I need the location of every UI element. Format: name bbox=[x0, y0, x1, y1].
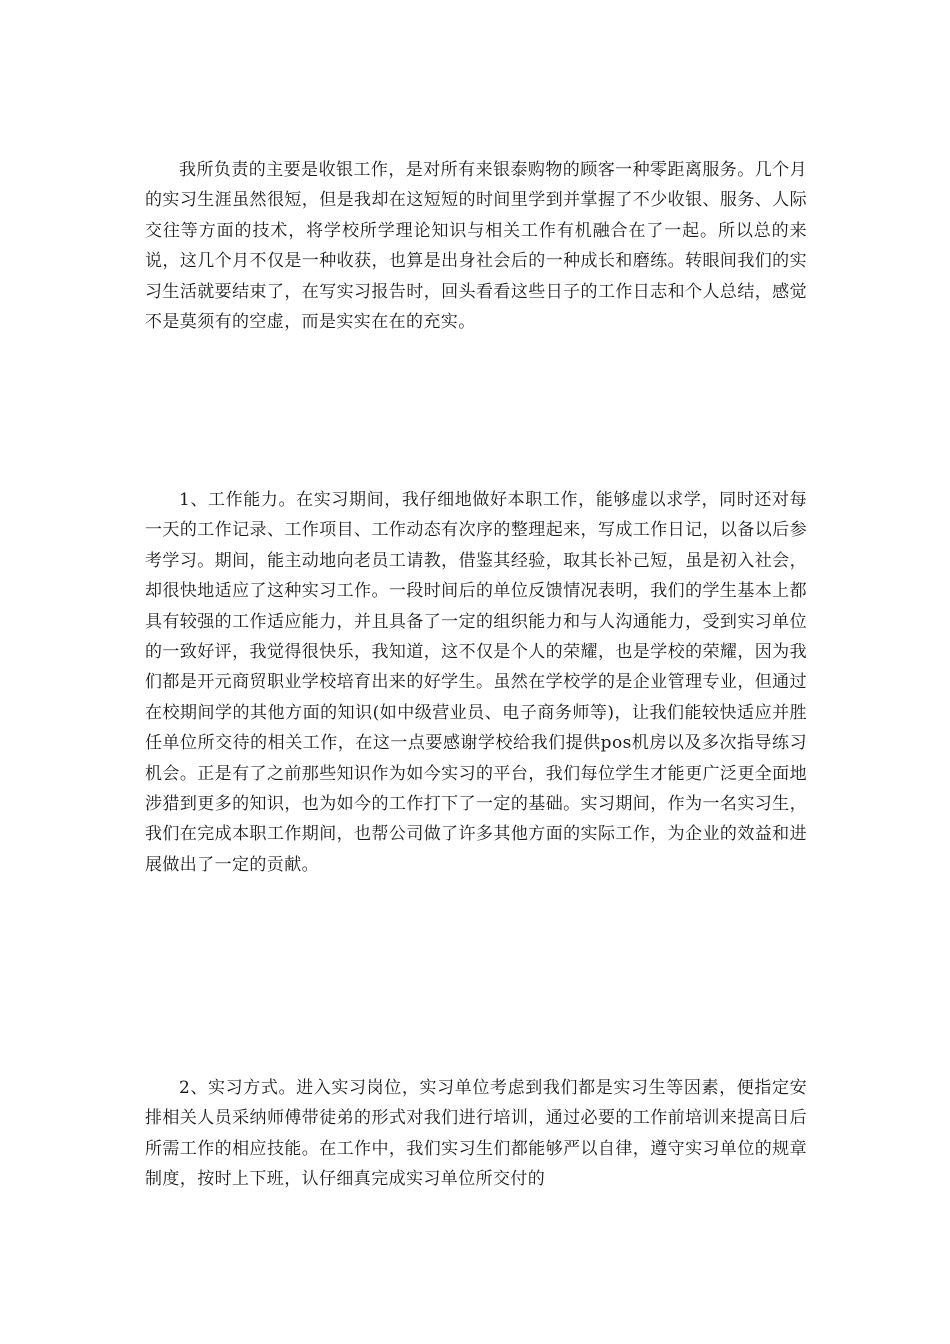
paragraph-summary: 我所负责的主要是收银工作，是对所有来银泰购物的顾客一种零距离服务。几个月的实习生涯虽然很短，但是我却在这短短的时间里学到并掌握了不少收银、服务、人际交往等方面的技术，将学校所学理论知识与相关工作有机融合在了一起。所以总的来说，这几个月不仅是一种收获，也算是出身社会后的一种成长和磨练。转眼间我们的实习生活就要结束了，在写实习报告时，回头看看这些日子的工作日志和个人总结，感觉不是莫须有的空虚，而是实实在在的充实。 bbox=[145, 160, 807, 333]
paragraph-internship-method: 2、实习方式。进入实习岗位，实习单位考虑到我们都是实习生等因素，便指定安排相关人员采纳师傅带徒弟的形式对我们进行培训，通过必要的工作前培训来提高日后所需工作的相应技能。在工作中，我们实习生们都能够严以自律，遵守实习单位的规章制度，按时上下班，认仔细真完成实习单位所交付的 bbox=[145, 1078, 807, 1190]
paragraph-work-ability: 1、工作能力。在实习期间，我仔细地做好本职工作，能够虚以求学，同时还对每一天的工作记录、工作项目、工作动态有次序的整理起来，写成工作日记，以备以后参考学习。期间，能主动地向老员工请教，借鉴其经验，取其长补己短，虽是初入社会，却很快地适应了这种实习工作。一段时间后的单位反馈情况表明，我们的学生基本上都具有较强的工作适应能力，并且具备了一定的组织能力和与人沟通能力，受到实习单位的一致好评，我觉得很快乐，我知道，这不仅是个人的荣耀，也是学校的荣耀，因为我们都是开元商贸职业学校培育出来的好学生。虽然在学校学的是企业管理专业，但通过在校期间学的其他方面的知识(如中级营业员、电子商务师等)，让我们能较快适应并胜任单位所交待的相关工作，在这一点要感谢学校给我们提供pos机房以及多次指导练习机会。正是有了之前那些知识作为如今实习的平台，我们每位学生才能更广泛更全面地涉猎到更多的知识，也为如今的工作打下了一定的基础。实习期间，作为一名实习生，我们在完成本职工作期间，也帮公司做了许多其他方面的实际工作，为企业的效益和进展做出了一定的贡献。 bbox=[145, 490, 807, 875]
